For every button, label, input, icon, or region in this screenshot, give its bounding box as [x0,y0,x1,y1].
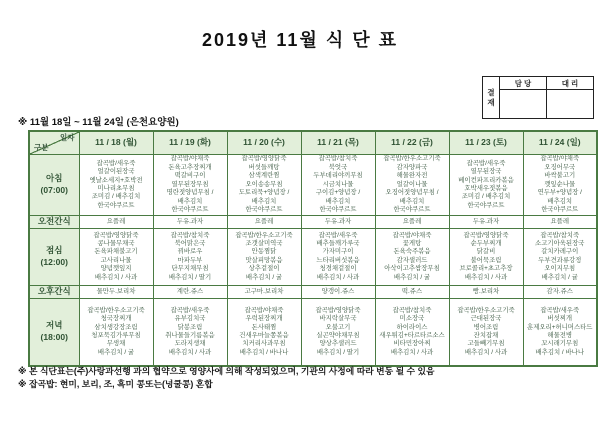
menu-cell-r1-d0: 요플레 [79,216,153,229]
menu-cell-r1-d5: 두유.과자 [449,216,523,229]
menu-cell-r4-d6: 잡곡밥/새우죽 버섯찌개 훈제오리+허니머스타드 해물전병 꼬시래기무침 배추김치 / 바나나 [523,298,597,366]
corner-label-date: 일자 [60,133,75,142]
footnote-grain-mix: ※ 잡곡밥: 현미, 보리, 조, 흑미 콩또는(넝쿨콩) 혼합 [18,379,213,390]
footnotes [18,365,434,391]
corner-label-category: 구분 [34,143,49,153]
approval-signature-box [482,76,594,119]
day-header-3: 11 / 21 (목) [301,131,375,155]
menu-cell-r2-d5: 잡곡밥/영양닭죽 순두부찌개 닭갈비 불어묵조림 브로콜리+초고추장 배추김치 / 사과 [449,228,523,285]
approval-col-deputy: 대 리 [547,77,594,90]
row-label-오후간식: 오후간식 [29,285,79,298]
page-title: 2019년 11월 식 단 표 [201,30,398,50]
menu-cell-r1-d3: 두유.과자 [301,216,375,229]
corner-cell [29,131,79,155]
menu-cell-r1-d2: 요플레 [227,216,301,229]
row-label-오전간식: 오전간식 [29,216,79,229]
day-header-1: 11 / 19 (화) [153,131,227,155]
menu-cell-r2-d6: 잡곡밥/참치죽 소고기아욱된장국 갈치카레구이 두부견과류강정 오이지무침 배추김치 / 귤 [523,228,597,285]
menu-cell-r3-d1: 계란.쥬스 [153,285,227,298]
footnote-source: ※ 본 식단표는(주)사랑과선행 과의 협약으로 영양사에 의해 작성되었으며, 기관의 사정에 따라 변동 될 수 있음 [18,366,435,376]
menu-cell-r3-d2: 고구마.보리차 [227,285,301,298]
row-label-점심: 점심 (12:00) [29,228,79,285]
menu-cell-r3-d4: 떡.쥬스 [375,285,449,298]
menu-cell-r4-d0: 잡곡밥/한우소고기죽 청국장찌개 삼치생강장조림 청포묵김가루무침 무생채 배추김치 / 귤 [79,298,153,366]
menu-cell-r0-d4: 잡곡밥/한우소고기죽 감자양파국 해물완자전 얼갈이나물 오징어젓양념무침 / 배추김치 한국야쿠르트 [375,155,449,216]
menu-cell-r1-d6: 요플레 [523,216,597,229]
menu-cell-r0-d5: 잡곡밥/새우죽 열무된장국 베이컨파프리카볶음 호박새우젓볶음 조미김 / 배추김치 한국야쿠르트 [449,155,523,216]
menu-cell-r2-d0: 잡곡밥/영양닭죽 콩나물무채국 돈육파채불고기 고사리나물 양념깻잎지 배추김치 / 사과 [79,228,153,285]
approval-manager-sign-cell [500,90,547,119]
menu-cell-r3-d0: 물만두.보리차 [79,285,153,298]
day-header-6: 11 / 24 (일) [523,131,597,155]
menu-cell-r0-d2: 잡곡밥/영양닭죽 버섯들깨탕 삼색계란찜 오이송송무침 도토리묵+양념장 / 배추김치 한국야쿠르트 [227,155,301,216]
day-header-4: 11 / 22 (금) [375,131,449,155]
menu-cell-r2-d3: 잡곡밥/새우죽 배추들깨가루국 가자미구이 느타리버섯볶음 청경채겉절이 배추김치 / 사과 [301,228,375,285]
menu-cell-r4-d3: 잡곡밥/영양닭죽 바지락살무국 오불고기 실곤약야채무침 양상추샐러드 배추김치 / 딸기 [301,298,375,366]
menu-cell-r4-d5: 잡곡밥/한우소고기죽 근대된장국 병어조림 잔치잡채 고들빼기무침 배추김치 / 사과 [449,298,523,366]
meal-row-오후간식 [29,285,597,298]
menu-cell-r0-d1: 잡곡밥/야채죽 돈육고추장찌개 떡갈비구이 열무된장무침 명란젓양념무침 / 배추김치 한국야쿠르트 [153,155,227,216]
menu-cell-r3-d5: 빵.보리차 [449,285,523,298]
row-label-저녁: 저녁 (18:00) [29,298,79,366]
menu-cell-r4-d2: 잡곡밥/야채죽 우럭된장찌개 돈사태찜 건새우마늘쫑볶음 치커리사과무침 배추김치 / 바나나 [227,298,301,366]
menu-cell-r1-d1: 두유.과자 [153,216,227,229]
menu-cell-r4-d4: 잡곡밥/참치죽 미소장국 하이라이스 새우튀김+타르타르소스 비타민장아찌 배추김치 / 사과 [375,298,449,366]
menu-cell-r0-d6: 잡곡밥/야채죽 오징어무국 바싹불고기 깻잎순나물 연두부+양념장 / 배추김치 한국야쿠르트 [523,155,597,216]
date-range-subtitle: ※ 11월 18일 ~ 11월 24일 (은천요양원) [18,117,179,128]
meal-row-점심 [29,228,597,285]
menu-cell-r1-d4: 요플레 [375,216,449,229]
approval-col-manager: 담 당 [500,77,547,90]
table-header-row [29,131,597,155]
menu-cell-r2-d2: 잡곡밥/한우소고기죽 조갯살미역국 안동찜닭 맛살피망볶음 상추겉절이 배추김치 / 귤 [227,228,301,285]
row-label-아침: 아침 (07:00) [29,155,79,216]
menu-cell-r0-d0: 잡곡밥/새우죽 얼갈이된장국 옛날소세지+호박전 미나리초무침 조미김 / 배추김치 한국야쿠르트 [79,155,153,216]
day-header-2: 11 / 20 (수) [227,131,301,155]
meal-row-아침 [29,155,597,216]
menu-cell-r3-d6: 감자.쥬스 [523,285,597,298]
meal-plan-table [28,130,598,367]
menu-cell-r0-d3: 잡곡밥/참치죽 북엇국 두부데리야끼무침 시금치나물 구이김+양념장 / 배추김치 한국야쿠르트 [301,155,375,216]
approval-stamp-label: 결 재 [483,77,500,119]
meal-row-저녁 [29,298,597,366]
menu-cell-r2-d4: 잡곡밥/야채죽 꽃게탕 돈육숙주볶음 감자샐러드 아삭이고추쌈장무침 배추김치 / 귤 [375,228,449,285]
day-header-0: 11 / 18 (월) [79,131,153,155]
meal-row-오전간식 [29,216,597,229]
menu-cell-r2-d1: 잡곡밥/참치죽 북어맑은국 꿔바로우 마파두부 단무지채무침 배추김치 / 딸기 [153,228,227,285]
menu-cell-r3-d3: 양갱이.쥬스 [301,285,375,298]
approval-deputy-sign-cell [547,90,594,119]
menu-cell-r4-d1: 잡곡밥/새우죽 유부김치국 닭봉조림 취나물들기름볶음 도라지생채 배추김치 / 사과 [153,298,227,366]
day-header-5: 11 / 23 (토) [449,131,523,155]
